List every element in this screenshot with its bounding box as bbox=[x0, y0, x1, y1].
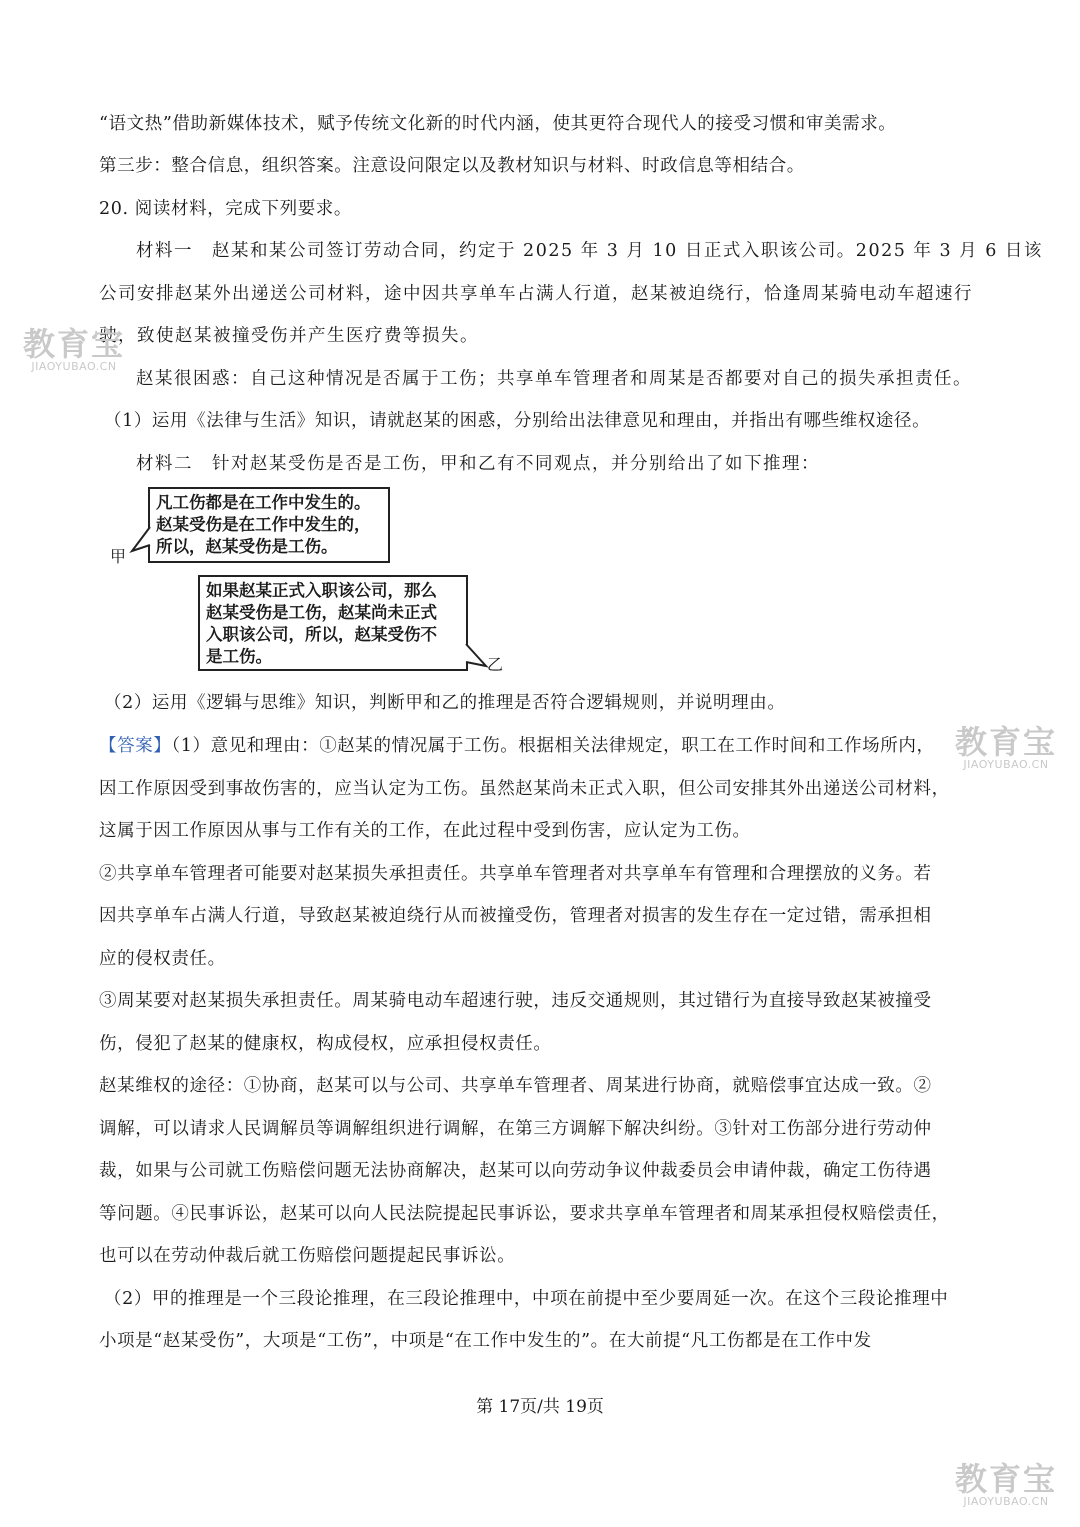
answer-line: ②共享单车管理者可能要对赵某损失承担责任。共享单车管理者对共享单车有管理和合理摆放的义务。若 bbox=[99, 864, 932, 884]
watermark-logo: 教育宝 bbox=[22, 325, 125, 363]
answer-line: 赵某维权的途径：①协商，赵某可以与公司、共享单车管理者、周某进行协商，就赔偿事宜达成一致。② bbox=[99, 1076, 932, 1096]
answer-line: 伤，侵犯了赵某的健康权，构成侵权，应承担侵权责任。 bbox=[99, 1034, 552, 1054]
question-1: （1）运用《法律与生活》知识，请就赵某的困惑，分别给出法律意见和理由，并指出有哪些维权途径。 bbox=[104, 411, 931, 431]
watermark bbox=[18, 327, 130, 373]
material-2-line: 材料二 针对赵某受伤是否是工伤，甲和乙有不同观点，并分别给出了如下推理： bbox=[136, 454, 820, 474]
bubble-yi-line: 是工伤。 bbox=[206, 647, 272, 666]
answer-line bbox=[99, 734, 989, 758]
answer-line: 小项是“赵某受伤”，大项是“工伤”，中项是“在工作中发生的”。在大前提“凡工伤都是在工作中发 bbox=[99, 1331, 872, 1351]
bubble-yi-line: 如果赵某正式入职该公司，那么 bbox=[206, 581, 437, 600]
answer-line: 也可以在劳动仲裁后就工伤赔偿问题提起民事诉讼。 bbox=[99, 1246, 516, 1266]
watermark bbox=[950, 1462, 1062, 1508]
answer-line: 裁，如果与公司就工伤赔偿问题无法协商解决，赵某可以向劳动争议仲裁委员会申请仲裁，确定工伤待遇 bbox=[99, 1161, 932, 1181]
answer-line: 因共享单车占满人行道，导致赵某被迫绕行从而被撞受伤，管理者对损害的发生存在一定过错，需承担相 bbox=[99, 906, 932, 926]
answer-line: （2）甲的推理是一个三段论推理，在三段论推理中，中项在前提中至少要周延一次。在这个三段论推理中 bbox=[104, 1289, 949, 1309]
answer-text: （1）意见和理由：①赵某的情况属于工伤。根据相关法律规定，职工在工作时间和工作场所内， bbox=[171, 736, 935, 756]
material-1-line: 材料一 赵某和某公司签订劳动合同，约定于 2025 年 3 月 10 日正式入职该公司。2025 年 3 月 6 日该 bbox=[136, 241, 1043, 261]
watermark-logo: 教育宝 bbox=[954, 1460, 1057, 1498]
bubble-jia-line: 所以，赵某受伤是工伤。 bbox=[156, 537, 338, 556]
watermark-url: JIAOYUBAO.CN bbox=[963, 1495, 1049, 1508]
bubble-yi-box bbox=[198, 575, 468, 671]
material-1-line: 公司安排赵某外出递送公司材料，途中因共享单车占满人行道，赵某被迫绕行，恰逢周某骑电动车超速行 bbox=[99, 284, 973, 304]
material-1-line: 赵某很困惑：自己这种情况是否属于工伤；共享单车管理者和周某是否都要对自己的损失承担责任。 bbox=[136, 369, 972, 389]
answer-line: 这属于因工作原因从事与工作有关的工作，在此过程中受到伤害，应认定为工伤。 bbox=[99, 821, 751, 841]
bubble-yi-line: 入职该公司，所以，赵某受伤不 bbox=[206, 625, 437, 644]
answer-line: 调解，可以请求人民调解员等调解组织进行调解，在第三方调解下解决纠纷。③针对工伤部分进行劳动仲 bbox=[99, 1119, 932, 1139]
answer-line: 因工作原因受到事故伤害的，应当认定为工伤。虽然赵某尚未正式入职，但公司安排其外出递送公司材料， bbox=[99, 779, 950, 799]
speaker-yi: 乙 bbox=[487, 655, 504, 674]
watermark bbox=[950, 725, 1062, 771]
watermark-url: JIAOYUBAO.CN bbox=[31, 360, 117, 373]
answer-line: 应的侵权责任。 bbox=[99, 949, 226, 969]
question-20-title: 20. 阅读材料，完成下列要求。 bbox=[99, 199, 352, 219]
bubble-jia-box bbox=[148, 487, 390, 563]
bubble-yi-line: 赵某受伤是工伤，赵某尚未正式 bbox=[206, 603, 437, 622]
text-line: 第三步：整合信息，组织答案。注意设问限定以及教材知识与材料、时政信息等相结合。 bbox=[99, 156, 805, 176]
bubble-jia-line: 赵某受伤是在工作中发生的， bbox=[156, 515, 371, 534]
answer-line: 等问题。④民事诉讼，赵某可以向人民法院提起民事诉讼，要求共享单车管理者和周某承担侵权赔偿责任， bbox=[99, 1204, 950, 1224]
watermark-logo: 教育宝 bbox=[954, 723, 1057, 761]
speaker-jia: 甲 bbox=[110, 547, 127, 566]
text-line: “语文热”借助新媒体技术，赋予传统文化新的时代内涵，使其更符合现代人的接受习惯和审美需求。 bbox=[99, 114, 897, 134]
question-2: （2）运用《逻辑与思维》知识，判断甲和乙的推理是否符合逻辑规则，并说明理由。 bbox=[104, 693, 786, 713]
material-1-line: 驶，致使赵某被撞受伤并产生医疗费等损失。 bbox=[99, 326, 479, 346]
answer-tag: 【答案】 bbox=[99, 736, 172, 756]
watermark-url: JIAOYUBAO.CN bbox=[963, 758, 1049, 771]
answer-line: ③周某要对赵某损失承担责任。周某骑电动车超速行驶，违反交通规则，其过错行为直接导致赵某被撞受 bbox=[99, 991, 932, 1011]
bubble-jia-line: 凡工伤都是在工作中发生的。 bbox=[156, 493, 371, 512]
page-number: 第 17页/共 19页 bbox=[476, 1397, 604, 1417]
bubble-jia-tail bbox=[128, 525, 152, 555]
